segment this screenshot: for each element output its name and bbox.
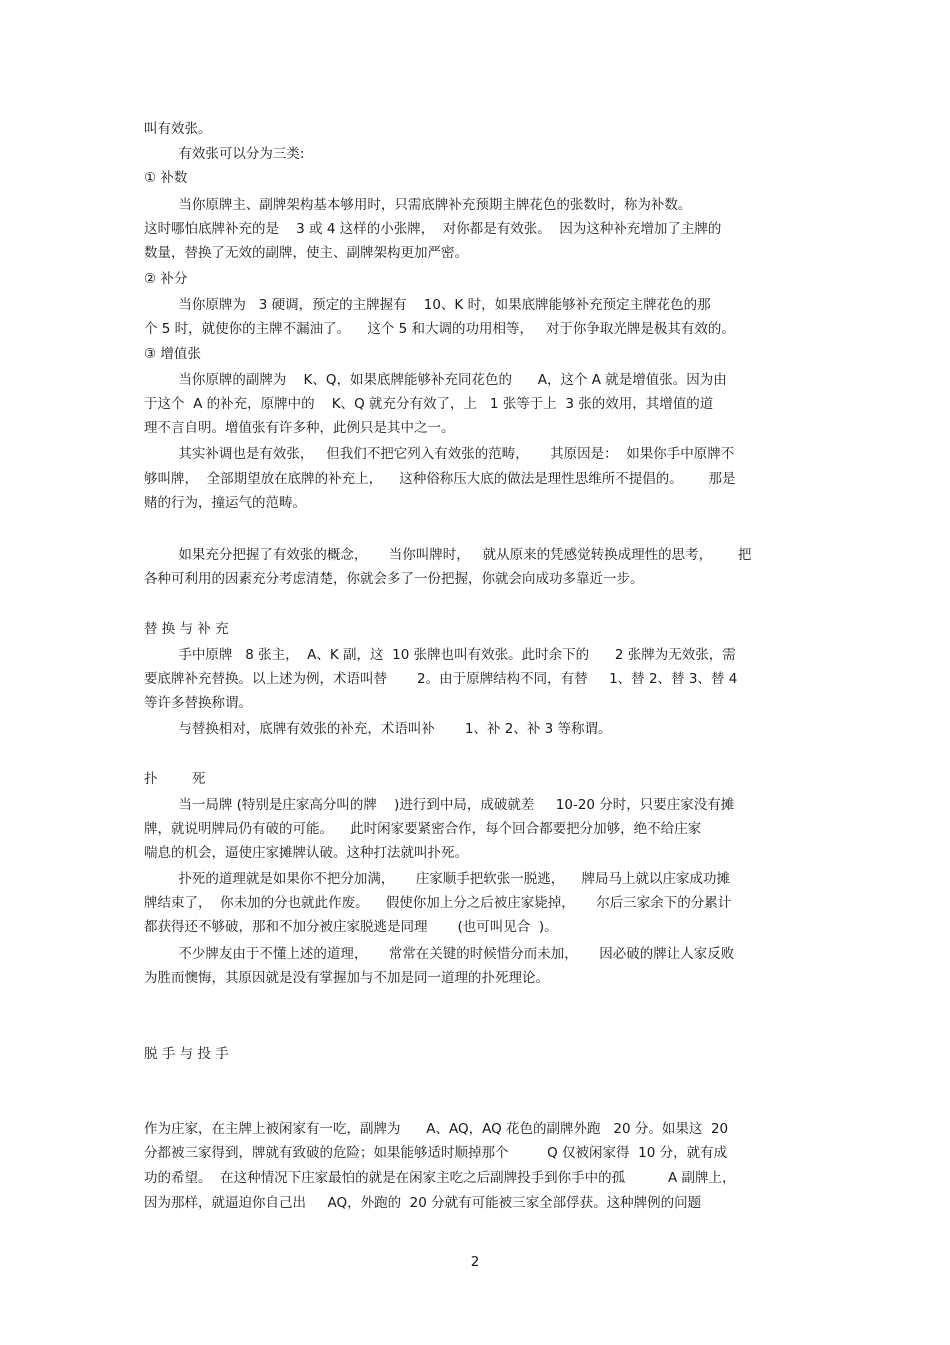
text-line: 当你原牌为 3 硬调，预定的主牌握有 10、K 时，如果底牌能够补充预定主牌花色的那 bbox=[144, 297, 711, 313]
text-line: 其实补调也是有效张， 但我们不把它列入有效张的范畴， 其原因是： 如果你手中原牌不 bbox=[144, 446, 735, 462]
page-number: 2 bbox=[470, 1254, 480, 1270]
text-line: 个 5 时，就使你的主牌不漏油了。 这个 5 和大调的功用相等， 对于你争取光牌是极其有效的。 bbox=[144, 321, 735, 337]
text-line: 赌的行为，撞运气的范畴。 bbox=[144, 495, 306, 511]
text-line: 各种可利用的因素充分考虑清楚，你就会多了一份把握，你就会向成功多靠近一步。 bbox=[144, 571, 644, 587]
text-line: 等许多替换称谓。 bbox=[144, 695, 252, 711]
text-line: 要底牌补充替换。以上述为例，术语叫替 2。由于原牌结构不同，有替 1、替 2、替 3、替 4 bbox=[144, 671, 738, 687]
text-line: 都获得还不够破，那和不加分被庄家脱逃是同理 (也可叫见合 )。 bbox=[144, 919, 558, 935]
text-line: 这时哪怕底牌补充的是 3 或 4 这样的小张牌， 对你都是有效张。 因为这种补充增加了主牌的 bbox=[144, 221, 722, 237]
text-line: 叫有效张。 bbox=[144, 121, 212, 137]
section-heading-tuoshou: 脱 手 与 投 手 bbox=[144, 1046, 229, 1062]
text-line: 如果充分把握了有效张的概念， 当你叫牌时， 就从原来的凭感觉转换成理性的思考， 把 bbox=[144, 547, 752, 563]
section-heading-replace: 替 换 与 补 充 bbox=[144, 621, 229, 637]
text-line: 不少牌友由于不懂上述的道理， 常常在关键的时候惜分而未加， 因必破的牌让人家反败 bbox=[144, 946, 735, 962]
text-line: 手中原牌 8 张主， A、K 副，这 10 张牌也叫有效张。此时余下的 2 张牌为无效张，需 bbox=[144, 647, 736, 663]
text-line: 牌结束了， 你未加的分也就此作废。 假使你加上分之后被庄家毙掉， 尔后三家余下的分累计 bbox=[144, 895, 732, 911]
text-line: 有效张可以分为三类: bbox=[144, 146, 305, 162]
text-line: 当你原牌主、副牌架构基本够用时，只需底牌补充预期主牌花色的张数时，称为补数。 bbox=[144, 197, 692, 213]
list-heading-2: ② 补分 bbox=[144, 271, 188, 287]
text-line: 够叫牌， 全部期望放在底牌的补充上， 这种俗称压大底的做法是理性思维所不提倡的。 那是 bbox=[144, 471, 736, 487]
text-line: 功的希望。 在这种情况下庄家最怕的就是在闲家主吃之后副牌投手到你手中的孤 A 副牌上， bbox=[144, 1170, 736, 1186]
text-line: 于这个 A 的补充，原牌中的 K、Q 就充分有效了，上 1 张等于上 3 张的效用，其增值的道 bbox=[144, 396, 714, 412]
list-heading-1: ① 补数 bbox=[144, 170, 188, 186]
text-line: 因为那样，就逼迫你自己出 AQ，外跑的 20 分就有可能被三家全部俘获。这种牌例的问题 bbox=[144, 1195, 702, 1211]
list-heading-3: ③ 增值张 bbox=[144, 346, 201, 362]
text-line: 为胜而懊悔，其原因就是没有掌握加与不加是同一道理的扑死理论。 bbox=[144, 970, 549, 986]
text-line: 作为庄家，在主牌上被闲家有一吃，副牌为 A、AQ，AQ 花色的副牌外跑 20 分。如果这 20 bbox=[144, 1121, 729, 1137]
text-line: 分都被三家得到，牌就有致破的危险；如果能够适时顺掉那个 Q 仅被闲家得 10 分，就有成 bbox=[144, 1145, 728, 1161]
text-line: 当一局牌 (特别是庄家高分叫的牌 )进行到中局，成破就差 10-20 分时，只要庄家没有摊 bbox=[144, 797, 735, 813]
text-line: 当你原牌的副牌为 K、Q，如果底牌能够补充同花色的 A，这个 A 就是增值张。因为由 bbox=[144, 372, 727, 388]
section-heading-pusi: 扑 死 bbox=[144, 771, 206, 787]
text-line: 数量，替换了无效的副牌，使主、副牌架构更加严密。 bbox=[144, 245, 468, 261]
text-line: 喘息的机会，逼使庄家摊牌认破。这种打法就叫扑死。 bbox=[144, 845, 468, 861]
text-line: 理不言自明。增值张有许多种，此例只是其中之一。 bbox=[144, 420, 455, 436]
text-line: 与替换相对，底牌有效张的补充，术语叫补 1、补 2、补 3 等称谓。 bbox=[144, 721, 612, 737]
text-line: 扑死的道理就是如果你不把分加满， 庄家顺手把软张一脱逃， 牌局马上就以庄家成功摊 bbox=[144, 871, 730, 887]
text-line: 牌，就说明牌局仍有破的可能。 此时闲家要紧密合作，每个回合都要把分加够，绝不给庄家 bbox=[144, 821, 702, 837]
